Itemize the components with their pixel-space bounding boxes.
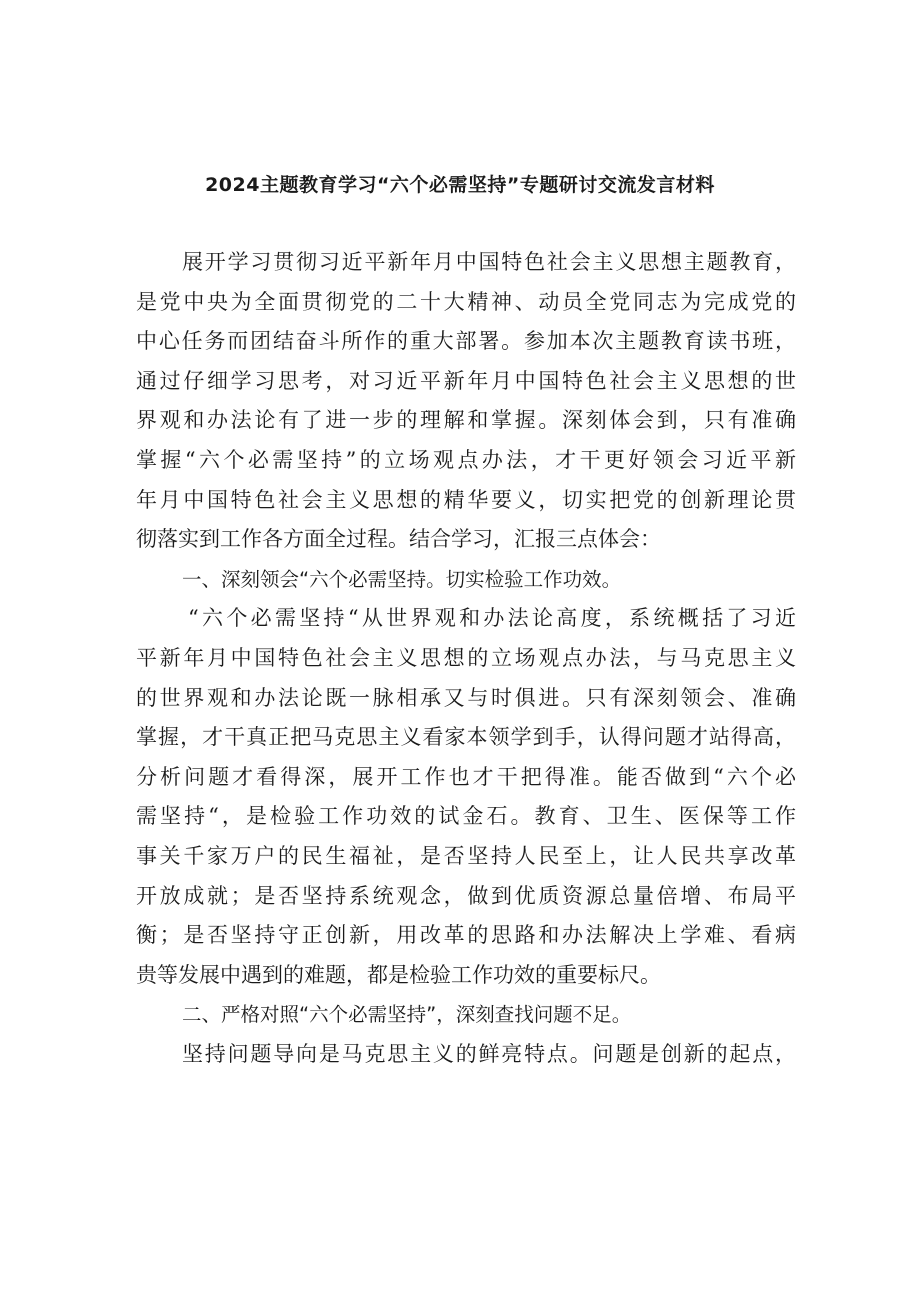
section-2-line-1: 坚持问题导向是马克思主义的鲜亮特点。问题是创新的起点，: [182, 1041, 796, 1066]
section-1-line-7: 事关千家万户的民生福祉，是否坚持人民至上，让人民共享改革: [136, 843, 796, 868]
section-1-line-2: 平新年月中国特色社会主义思想的立场观点办法，与马克思主义: [136, 645, 796, 670]
section-1-line-10: 贵等发展中遇到的难题，都是检验工作功效的重要标尺。: [136, 962, 661, 987]
intro-line-5: 界观和办法论有了进一步的理解和掌握。深刻体会到，只有准确: [136, 408, 796, 433]
section-heading-1: 一、深刻领会“六个必需坚持。切实检验工作功效。: [182, 567, 622, 591]
document-title: 2024主题教育学习“六个必需坚持”专题研讨交流发言材料: [205, 174, 715, 196]
section-1-line-4: 掌握，才干真正把马克思主义看家本领学到手，认得问题才站得高，: [136, 725, 796, 750]
section-1-line-6: 需坚持“，是检验工作功效的试金石。教育、卫生、医保等工作: [136, 804, 796, 829]
intro-line-3: 中心任务而团结奋斗所作的重大部署。参加本次主题教育读书班，: [136, 329, 796, 354]
section-1-line-8: 开放成就；是否坚持系统观念，做到优质资源总量倍增、布局平: [136, 883, 796, 908]
section-1-line-1: “六个必需坚持“从世界观和办法论高度，系统概括了习近: [188, 606, 796, 631]
intro-line-6: 掌握“六个必需坚持”的立场观点办法，才干更好领会习近平新: [136, 447, 796, 472]
intro-line-8: 彻落实到工作各方面全过程。结合学习，汇报三点体会：: [136, 527, 661, 552]
intro-line-7: 年月中国特色社会主义思想的精华要义，切实把党的创新理论贯: [136, 487, 796, 512]
intro-line-1: 展开学习贯彻习近平新年月中国特色社会主义思想主题教育，: [182, 250, 796, 274]
section-1-line-9: 衡；是否坚持守正创新，用改革的思路和办法解决上学难、看病: [136, 923, 796, 948]
intro-line-2: 是党中央为全面贯彻党的二十大精神、动员全党同志为完成党的: [136, 289, 796, 314]
section-1-line-3: 的世界观和办法论既一脉相承又与时俱进。只有深刻领会、准确: [136, 685, 796, 710]
section-heading-2: 二、严格对照“六个必需坚持”，深刻查找问题不足。: [182, 1003, 632, 1027]
section-1-line-5: 分析问题才看得深，展开工作也才干把得准。能否做到“六个必: [136, 764, 796, 789]
document-body: [136, 243, 796, 1074]
intro-line-4: 通过仔细学习思考，对习近平新年月中国特色社会主义思想的世: [136, 368, 796, 393]
